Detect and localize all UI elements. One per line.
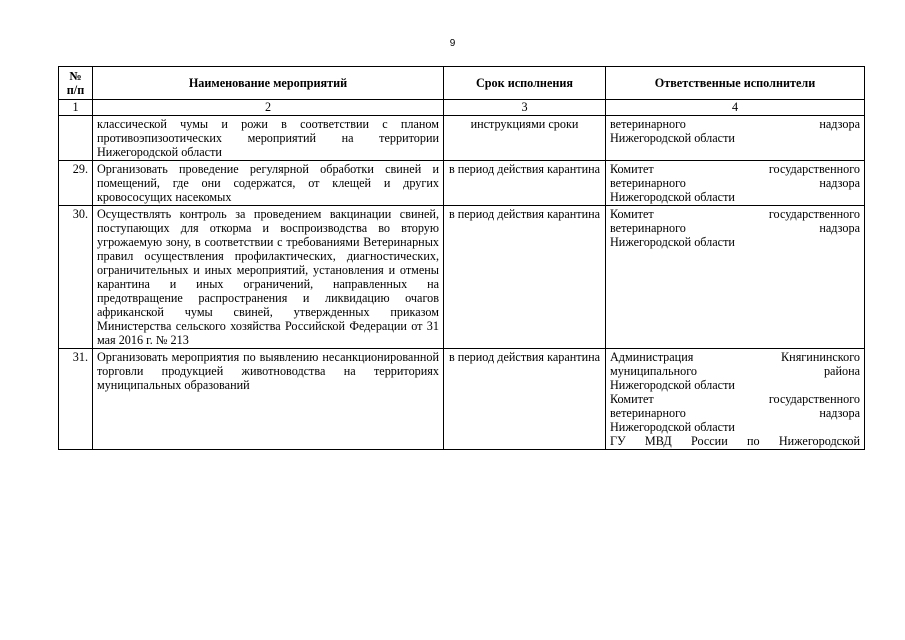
row-responsible [606, 206, 865, 349]
column-number: 3 [444, 100, 606, 116]
responsible-line: ГУ МВД России по Нижегородской [610, 434, 860, 448]
table-row [59, 206, 865, 349]
table-row [59, 161, 865, 206]
row-deadline: в период действия карантина [444, 161, 606, 206]
responsible-line: Комитет государственного [610, 392, 860, 406]
responsible-line: муниципального района [610, 364, 860, 378]
row-activity: классической чумы и рожи в соответствии с планом противоэпизоотических мероприятий на территории Нижегородской области [93, 116, 444, 161]
responsible-line: Комитет государственного [610, 207, 860, 221]
table-row [59, 116, 865, 161]
row-number [59, 116, 93, 161]
responsible-line: Комитет государственного [610, 162, 860, 176]
header-responsible: Ответственные исполнители [606, 67, 865, 100]
responsible-line: Администрация Княгининского [610, 350, 860, 364]
page-number: 9 [449, 38, 456, 49]
column-number: 4 [606, 100, 865, 116]
responsible-line: Нижегородской области [610, 235, 735, 249]
row-responsible [606, 116, 865, 161]
row-activity: Организовать проведение регулярной обработки свиней и помещений, где они содержатся, от клещей и других кровососущих насекомых [93, 161, 444, 206]
responsible-line: ветеринарного надзора [610, 117, 860, 131]
responsible-line: ветеринарного надзора [610, 221, 860, 235]
responsible-line: ветеринарного надзора [610, 176, 860, 190]
table-row [59, 349, 865, 450]
measures-table [58, 66, 865, 450]
header-deadline: Срок исполнения [444, 67, 606, 100]
column-number: 2 [93, 100, 444, 116]
row-activity: Организовать мероприятия по выявлению несанкционированной торговли продукцией животноводства на территориях муниципальных образований [93, 349, 444, 450]
row-deadline: в период действия карантина [444, 349, 606, 450]
responsible-line: Нижегородской области [610, 420, 735, 434]
row-deadline: в период действия карантина [444, 206, 606, 349]
header-num-symbol: № [69, 69, 82, 83]
row-deadline: инструкциями сроки [444, 116, 606, 161]
header-num-abbr: п/п [66, 83, 85, 97]
row-number: 30. [59, 206, 93, 349]
column-number: 1 [59, 100, 93, 116]
header-activity: Наименование мероприятий [93, 67, 444, 100]
header-num [59, 67, 93, 100]
responsible-line: Нижегородской области [610, 378, 735, 392]
row-responsible [606, 161, 865, 206]
row-responsible [606, 349, 865, 450]
table-header-row [59, 67, 865, 100]
row-number: 29. [59, 161, 93, 206]
responsible-line: Нижегородской области [610, 190, 735, 204]
column-number-row [59, 100, 865, 116]
responsible-line: ветеринарного надзора [610, 406, 860, 420]
responsible-line: Нижегородской области [610, 131, 735, 145]
row-activity: Осуществлять контроль за проведением вакцинации свиней, поступающих для откорма и воспроизводства во вторую угрожаемую зону, в соответствии с требованиями Ветеринарных правил осуществления профилактических, диагностических, ограничительных и иных мероприятий, установления и отмены карантина и иных ограничений, направленных на предотвращение распространения и ликвидацию очагов африканской чумы свиней, утвержденных приказом Министерства сельского хозяйства Российской Федерации от 31 мая 2016 г. № 213 [93, 206, 444, 349]
row-number: 31. [59, 349, 93, 450]
